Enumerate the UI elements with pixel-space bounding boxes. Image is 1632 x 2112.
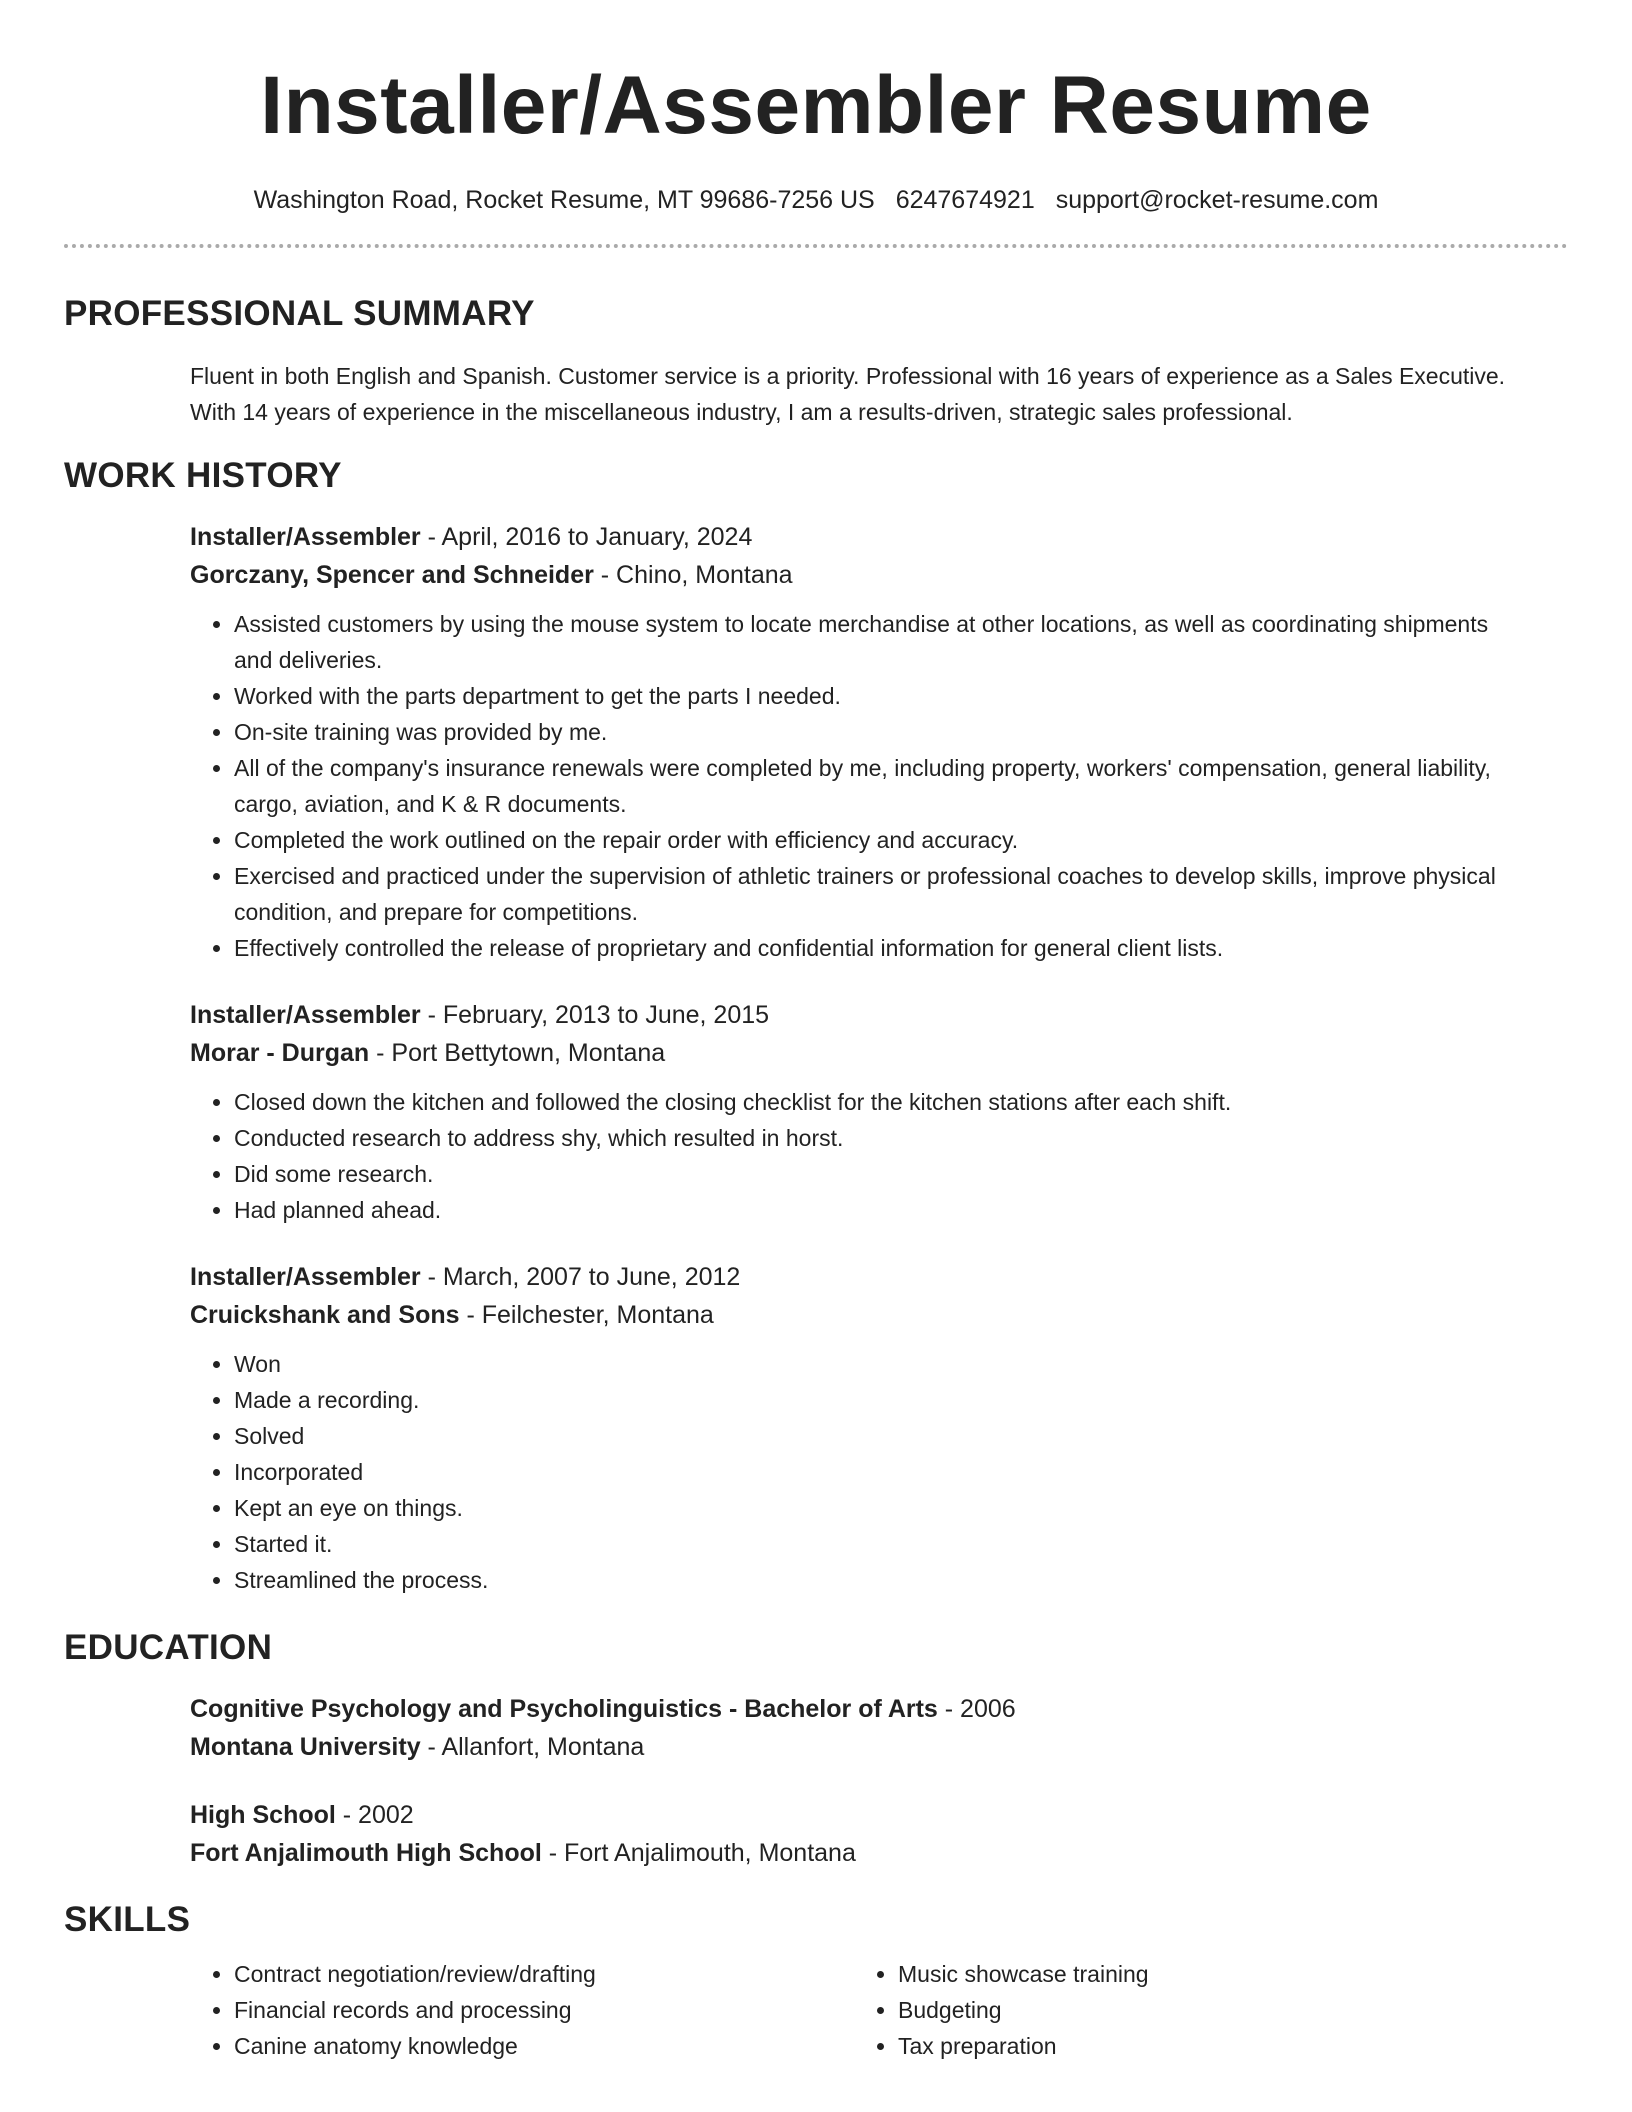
list-item: • Tax preparation: [898, 2028, 1518, 2064]
job-title-line: [190, 996, 1518, 1034]
list-item: • Canine anatomy knowledge: [234, 2028, 854, 2064]
education-entry: [190, 1690, 1518, 1766]
work-list: [64, 518, 1568, 1598]
skills-list: [854, 1956, 1518, 2064]
education-school-line: [190, 1834, 1518, 1872]
job-dates: - February, 2013 to June, 2015: [420, 1001, 770, 1029]
job-company-line: [190, 1034, 1518, 1072]
skills-list: [190, 1956, 854, 2064]
job-location: - Feilchester, Montana: [459, 1301, 714, 1329]
job-company: Cruickshank and Sons: [190, 1301, 460, 1329]
list-item: • Completed the work outlined on the repair order with efficiency and accuracy.: [234, 822, 1518, 858]
list-item: • Solved: [234, 1418, 1518, 1454]
contact-line: [64, 182, 1568, 218]
contact-address: Washington Road, Rocket Resume, MT 99686-7256 US: [253, 186, 875, 214]
job-dates: - April, 2016 to January, 2024: [420, 523, 753, 551]
job-entry: [190, 1258, 1518, 1598]
job-role: Installer/Assembler: [190, 1263, 421, 1291]
job-entry: [190, 996, 1518, 1228]
education-school: Fort Anjalimouth High School: [190, 1839, 542, 1867]
job-company-line: [190, 1296, 1518, 1334]
education-degree-line: [190, 1796, 1518, 1834]
summary-heading: PROFESSIONAL SUMMARY: [64, 294, 535, 333]
education-year: - 2002: [335, 1801, 414, 1829]
list-item: • Contract negotiation/review/drafting: [234, 1956, 854, 1992]
list-item: • Kept an eye on things.: [234, 1490, 1518, 1526]
list-item: • Music showcase training: [898, 1956, 1518, 1992]
skills-column-left: [190, 1956, 854, 2064]
list-item: • Exercised and practiced under the supervision of athletic trainers or professional coaches to develop skills, improve physical condition, and prepare for competitions.: [234, 858, 1518, 930]
list-item: • Made a recording.: [234, 1382, 1518, 1418]
job-role: Installer/Assembler: [190, 1001, 421, 1029]
education-degree: High School: [190, 1801, 336, 1829]
list-item: • On-site training was provided by me.: [234, 714, 1518, 750]
list-item: • Budgeting: [898, 1992, 1518, 2028]
list-item: • Did some research.: [234, 1156, 1518, 1192]
job-bullets: [190, 606, 1518, 966]
job-location: - Port Bettytown, Montana: [369, 1039, 666, 1067]
job-company-line: [190, 556, 1518, 594]
job-title-line: [190, 518, 1518, 556]
contact-phone: 6247674921: [895, 186, 1035, 214]
education-location: - Fort Anjalimouth, Montana: [541, 1839, 856, 1867]
education-heading: EDUCATION: [64, 1628, 273, 1667]
job-company: Morar - Durgan: [190, 1039, 370, 1067]
list-item: • Started it.: [234, 1526, 1518, 1562]
resume-title: Installer/Assembler Resume: [260, 60, 1372, 151]
job-bullets: [190, 1346, 1518, 1598]
job-company: Gorczany, Spencer and Schneider: [190, 561, 594, 589]
job-bullets: [190, 1084, 1518, 1228]
job-entry: [190, 518, 1518, 966]
job-role: Installer/Assembler: [190, 523, 421, 551]
skills-grid: [64, 1956, 1568, 2064]
header-divider: [64, 244, 1568, 248]
list-item: • Financial records and processing: [234, 1992, 854, 2028]
list-item: • Worked with the parts department to get the parts I needed.: [234, 678, 1518, 714]
job-dates: - March, 2007 to June, 2012: [420, 1263, 741, 1291]
summary-text: Fluent in both English and Spanish. Customer service is a priority. Professional with 16 years of experience as a Sales Executive. With 14 years of experience in the miscellaneous industry, I am a results-driven, strategic sales professional.: [190, 363, 1506, 425]
education-location: - Allanfort, Montana: [420, 1733, 645, 1761]
list-item: • Had planned ahead.: [234, 1192, 1518, 1228]
list-item: • Incorporated: [234, 1454, 1518, 1490]
education-degree: Cognitive Psychology and Psycholinguistics - Bachelor of Arts: [190, 1695, 938, 1723]
list-item: • All of the company's insurance renewals were completed by me, including property, workers' compensation, general liability, cargo, aviation, and K & R documents.: [234, 750, 1518, 822]
education-degree-line: [190, 1690, 1518, 1728]
list-item: • Effectively controlled the release of proprietary and confidential information for general client lists.: [234, 930, 1518, 966]
contact-email: support@rocket-resume.com: [1055, 186, 1379, 214]
list-item: • Won: [234, 1346, 1518, 1382]
education-year: - 2006: [937, 1695, 1016, 1723]
list-item: • Closed down the kitchen and followed the closing checklist for the kitchen stations after each shift.: [234, 1084, 1518, 1120]
education-school-line: [190, 1728, 1518, 1766]
skills-column-right: [854, 1956, 1518, 2064]
job-title-line: [190, 1258, 1518, 1296]
education-list: [64, 1690, 1568, 1872]
work-heading: WORK HISTORY: [64, 456, 342, 495]
list-item: • Conducted research to address shy, which resulted in horst.: [234, 1120, 1518, 1156]
education-school: Montana University: [190, 1733, 421, 1761]
education-entry: [190, 1796, 1518, 1872]
skills-heading: SKILLS: [64, 1900, 191, 1939]
job-location: - Chino, Montana: [593, 561, 793, 589]
list-item: • Streamlined the process.: [234, 1562, 1518, 1598]
list-item: • Assisted customers by using the mouse system to locate merchandise at other locations, as well as coordinating shipments and deliveries.: [234, 606, 1518, 678]
